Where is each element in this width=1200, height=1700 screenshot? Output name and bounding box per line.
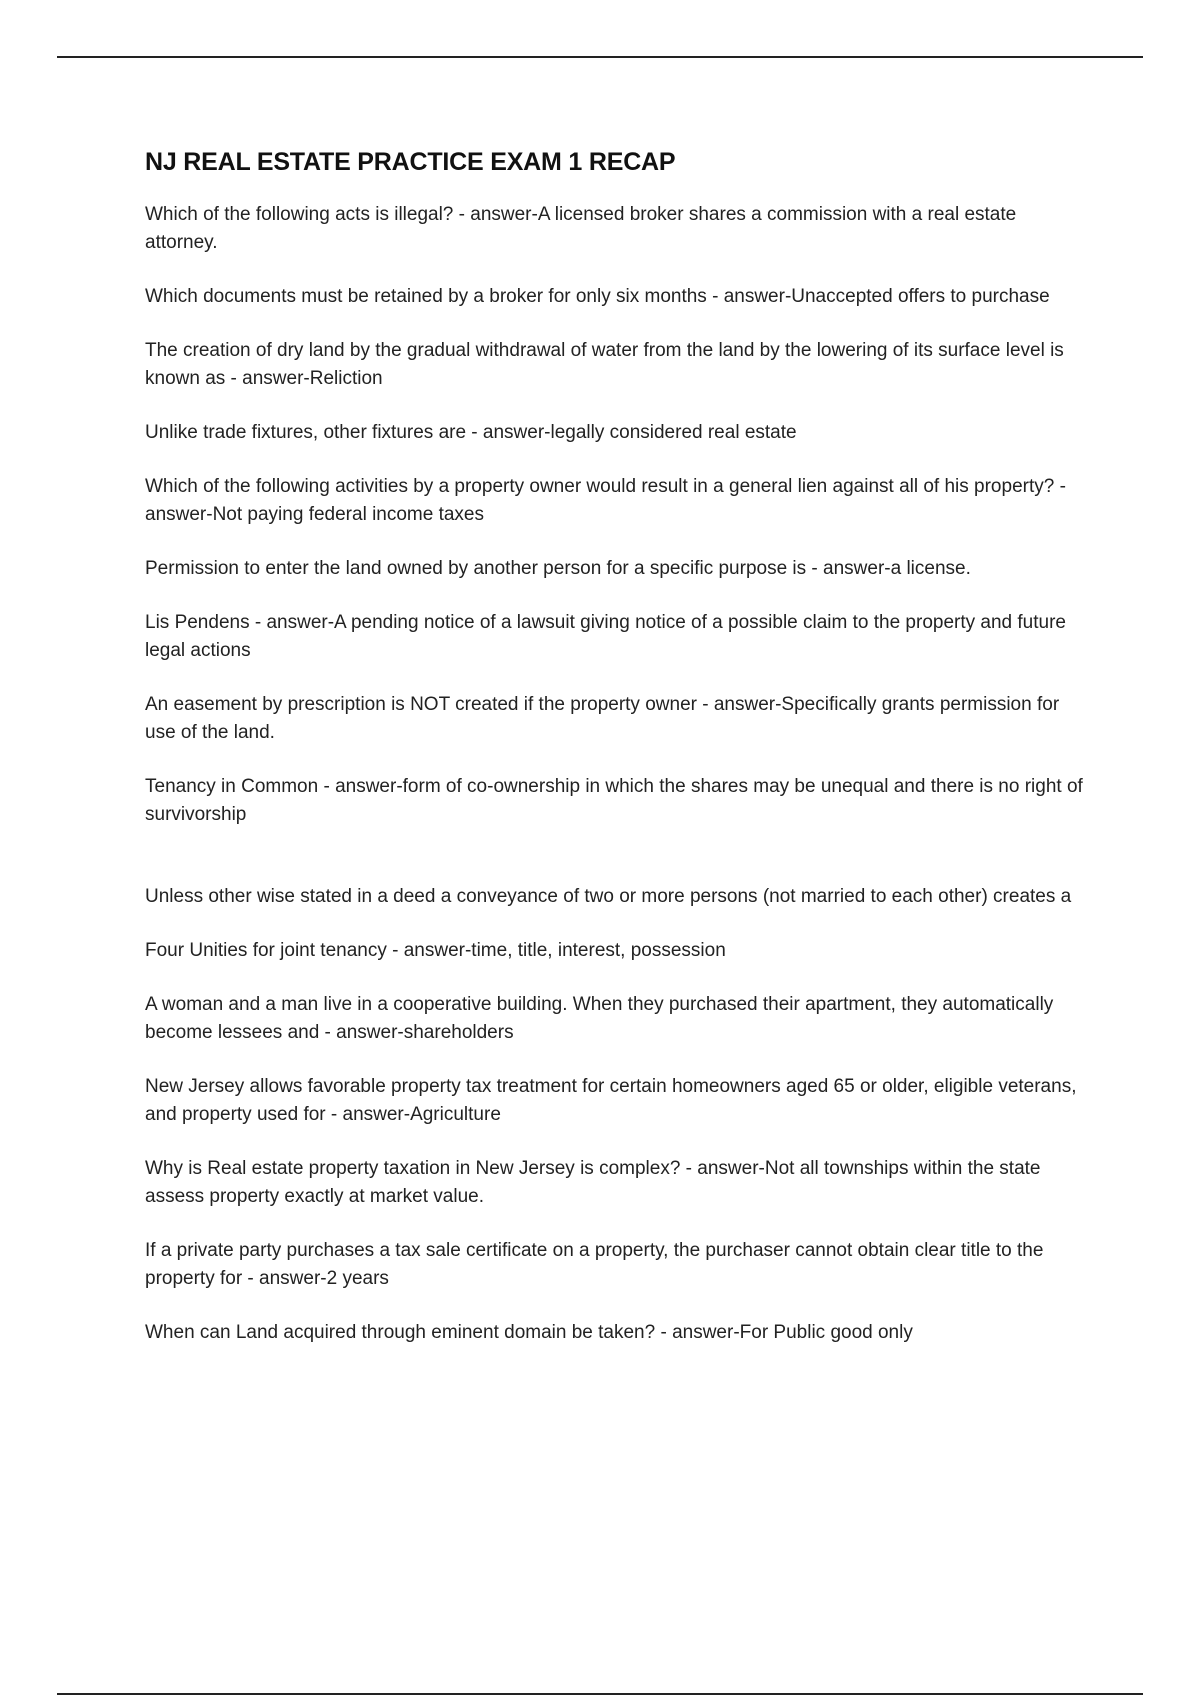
qa-item-16: When can Land acquired through eminent domain be taken? - answer-For Public good only [145, 1321, 913, 1343]
qa-item-1: Which of the following acts is illegal? - answer-A licensed broker shares a commission with a real estate attorney. [145, 203, 1017, 253]
qa-item-5: Which of the following activities by a property owner would result in a general lien against all of his property? - answer-Not paying federal income taxes [145, 475, 1066, 525]
page-title: NJ REAL ESTATE PRACTICE EXAM 1 RECAP [145, 148, 676, 176]
qa-item-10: Unless other wise stated in a deed a conveyance of two or more persons (not married to each other) creates a [145, 885, 1072, 907]
qa-item-15: If a private party purchases a tax sale certificate on a property, the purchaser cannot obtain clear title to the property for - answer-2 years [145, 1239, 1044, 1289]
qa-item-7: Lis Pendens - answer-A pending notice of a lawsuit giving notice of a possible claim to the property and future legal actions [145, 611, 1066, 661]
bottom-page-rule [57, 1693, 1143, 1695]
top-page-rule [57, 56, 1143, 58]
qa-list [145, 201, 1085, 1347]
qa-item-2: Which documents must be retained by a broker for only six months - answer-Unaccepted offers to purchase [145, 285, 1050, 307]
qa-item-13: New Jersey allows favorable property tax treatment for certain homeowners aged 65 or older, eligible veterans, and property used for - answer-Agriculture [145, 1075, 1077, 1125]
qa-item-11: Four Unities for joint tenancy - answer-time, title, interest, possession [145, 939, 726, 961]
qa-item-9: Tenancy in Common - answer-form of co-ownership in which the shares may be unequal and there is no right of survivorship [145, 775, 1083, 825]
qa-item-6: Permission to enter the land owned by another person for a specific purpose is - answer-a license. [145, 557, 971, 579]
qa-item-4: Unlike trade fixtures, other fixtures are - answer-legally considered real estate [145, 421, 797, 443]
document-body [145, 146, 1085, 1373]
qa-item-3: The creation of dry land by the gradual withdrawal of water from the land by the lowering of its surface level is known as - answer-Reliction [145, 339, 1064, 389]
qa-item-8: An easement by prescription is NOT created if the property owner - answer-Specifically grants permission for use of the land. [145, 693, 1060, 743]
qa-item-12: A woman and a man live in a cooperative building. When they purchased their apartment, they automatically become lessees and - answer-shareholders [145, 993, 1054, 1043]
qa-item-14: Why is Real estate property taxation in New Jersey is complex? - answer-Not all townships within the state assess property exactly at market value. [145, 1157, 1041, 1207]
